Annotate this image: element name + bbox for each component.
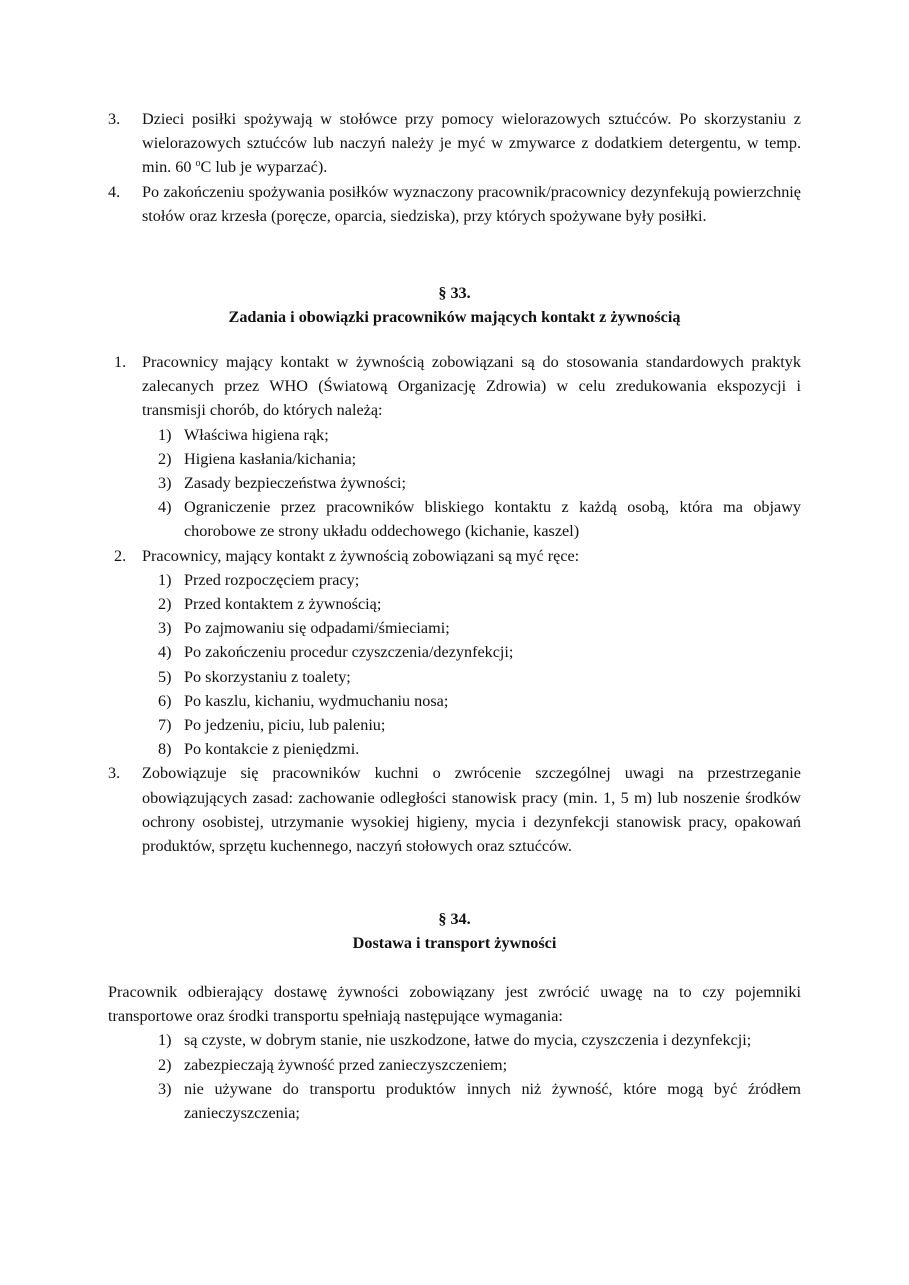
sub-item xyxy=(108,495,801,543)
sub-text: Po jedzeniu, piciu, lub paleniu; xyxy=(184,716,386,735)
item-text-part: C lub je wyparzać). xyxy=(200,158,328,177)
sub-number: 1) xyxy=(158,1031,172,1050)
sub-item xyxy=(108,592,801,616)
sub-number: 3) xyxy=(158,619,172,638)
sub-text: są czyste, w dobrym stanie, nie uszkodzone, łatwe do mycia, czyszczenia i dezynfekcji; xyxy=(184,1031,752,1050)
sub-item xyxy=(108,423,801,447)
sub-number: 3) xyxy=(158,474,172,493)
item-text: Pracownicy mający kontakt w żywnością zobowiązani są do stosowania standardowych praktyk zalecanych przez WHO (Światową Organizację Zdrowia) w celu zredukowania ekspozycji i transmisji chorób, do których należą: xyxy=(142,353,801,420)
sub-item xyxy=(108,1053,801,1077)
list-item xyxy=(108,761,801,858)
sub-item xyxy=(108,471,801,495)
list-item xyxy=(108,180,801,228)
sub-item xyxy=(108,1028,801,1052)
item-number: 3. xyxy=(108,764,121,783)
sub-text: Po kontakcie z pieniędzmi. xyxy=(184,740,360,759)
section-title: Dostawa i transport żywności xyxy=(352,934,557,953)
sub-text: Higiena kasłania/kichania; xyxy=(184,449,357,468)
item-text: Zobowiązuje się pracowników kuchni o zwrócenie szczególnej uwagi na przestrzeganie obowiązujących zasad: zachowanie odległości stanowisk pracy (min. 1, 5 m) lub noszenie środków ochrony osobistej, utrzymanie wysokiej higieny, mycia i dezynfekcji stanowisk pracy, opakowań produktów, sprzętu kuchennego, naczyń stołowych oraz sztućców. xyxy=(142,764,801,856)
section-title: Zadania i obowiązki pracowników mających kontakt z żywnością xyxy=(228,308,681,327)
sub-number: 2) xyxy=(158,595,172,614)
sub-number: 3) xyxy=(158,1079,172,1098)
sub-number: 6) xyxy=(158,691,172,710)
section-34-heading xyxy=(108,907,801,955)
intro-paragraph: Pracownik odbierający dostawę żywności zobowiązany jest zwrócić uwagę na to czy pojemniki transportowe oraz środki transportu spełniają następujące wymagania: xyxy=(108,983,801,1026)
sub-text: Po zakończeniu procedur czyszczenia/dezynfekcji; xyxy=(184,643,514,662)
item-number: 2. xyxy=(114,546,127,565)
sub-number: 1) xyxy=(158,570,172,589)
item-number: 1. xyxy=(114,353,127,371)
sub-text: Zasady bezpieczeństwa żywności; xyxy=(184,474,407,493)
sub-item xyxy=(108,568,801,592)
sub-item xyxy=(108,665,801,689)
item-text-part: Dzieci posiłki spożywają w stołówce przy pomocy wielorazowych sztućców. Po skorzystaniu z wielorazowych sztućców lub naczyń należy je myć w zmywarce z dodatkiem detergentu, w temp. min. 60 xyxy=(142,110,801,177)
sub-text: Przed kontaktem z żywnością; xyxy=(184,595,382,614)
sub-number: 8) xyxy=(158,740,172,759)
item-text: Pracownicy, mający kontakt z żywnością zobowiązani są myć ręce: xyxy=(142,546,580,565)
sub-text: Po skorzystaniu z toalety; xyxy=(184,667,351,686)
sub-text: Przed rozpoczęciem pracy; xyxy=(184,570,360,589)
section-34-body xyxy=(108,980,801,1125)
sub-number: 4) xyxy=(158,643,172,662)
sub-item xyxy=(108,689,801,713)
sub-item xyxy=(108,640,801,664)
degree-sup: o xyxy=(195,158,201,170)
sub-item xyxy=(108,713,801,737)
sub-number: 4) xyxy=(158,498,172,517)
section-number: § 34. xyxy=(438,910,471,928)
sub-item xyxy=(108,1077,801,1125)
item-number: 3. xyxy=(108,110,121,128)
list-item xyxy=(108,544,801,568)
item-text: Po zakończeniu spożywania posiłków wyznaczony pracownik/pracownicy dezynfekują powierzchnię stołów oraz krzesła (poręcze, oparcia, siedziska), przy których spożywane były posiłki. xyxy=(142,182,801,225)
section-number: § 33. xyxy=(438,284,471,302)
top-list xyxy=(108,107,801,228)
list-item xyxy=(108,107,801,180)
sub-text: Po zajmowaniu się odpadami/śmieciami; xyxy=(184,619,450,638)
sub-number: 2) xyxy=(158,1055,172,1074)
sub-item xyxy=(108,737,801,761)
sub-text: zabezpieczają żywność przed zanieczyszczeniem; xyxy=(184,1055,508,1074)
sub-text: Ograniczenie przez pracowników bliskiego kontaktu z każdą osobą, która ma objawy chorobowe ze strony układu oddechowego (kichanie, kaszel) xyxy=(184,498,801,541)
sub-number: 5) xyxy=(158,667,172,686)
section-33-list xyxy=(108,350,801,858)
sub-text: Właściwa higiena rąk; xyxy=(184,425,329,444)
sub-number: 1) xyxy=(158,425,172,444)
section-33-heading xyxy=(108,281,801,329)
sub-number: 7) xyxy=(158,716,172,735)
sub-item xyxy=(108,447,801,471)
sub-text: Po kaszlu, kichaniu, wydmuchaniu nosa; xyxy=(184,691,449,710)
item-number: 4. xyxy=(108,182,121,201)
item-text xyxy=(142,110,801,176)
sub-text: nie używane do transportu produktów innych niż żywność, które mogą być źródłem zanieczyszczenia; xyxy=(184,1079,801,1123)
list-item xyxy=(108,350,801,423)
sub-number: 2) xyxy=(158,449,172,468)
sub-item xyxy=(108,616,801,640)
